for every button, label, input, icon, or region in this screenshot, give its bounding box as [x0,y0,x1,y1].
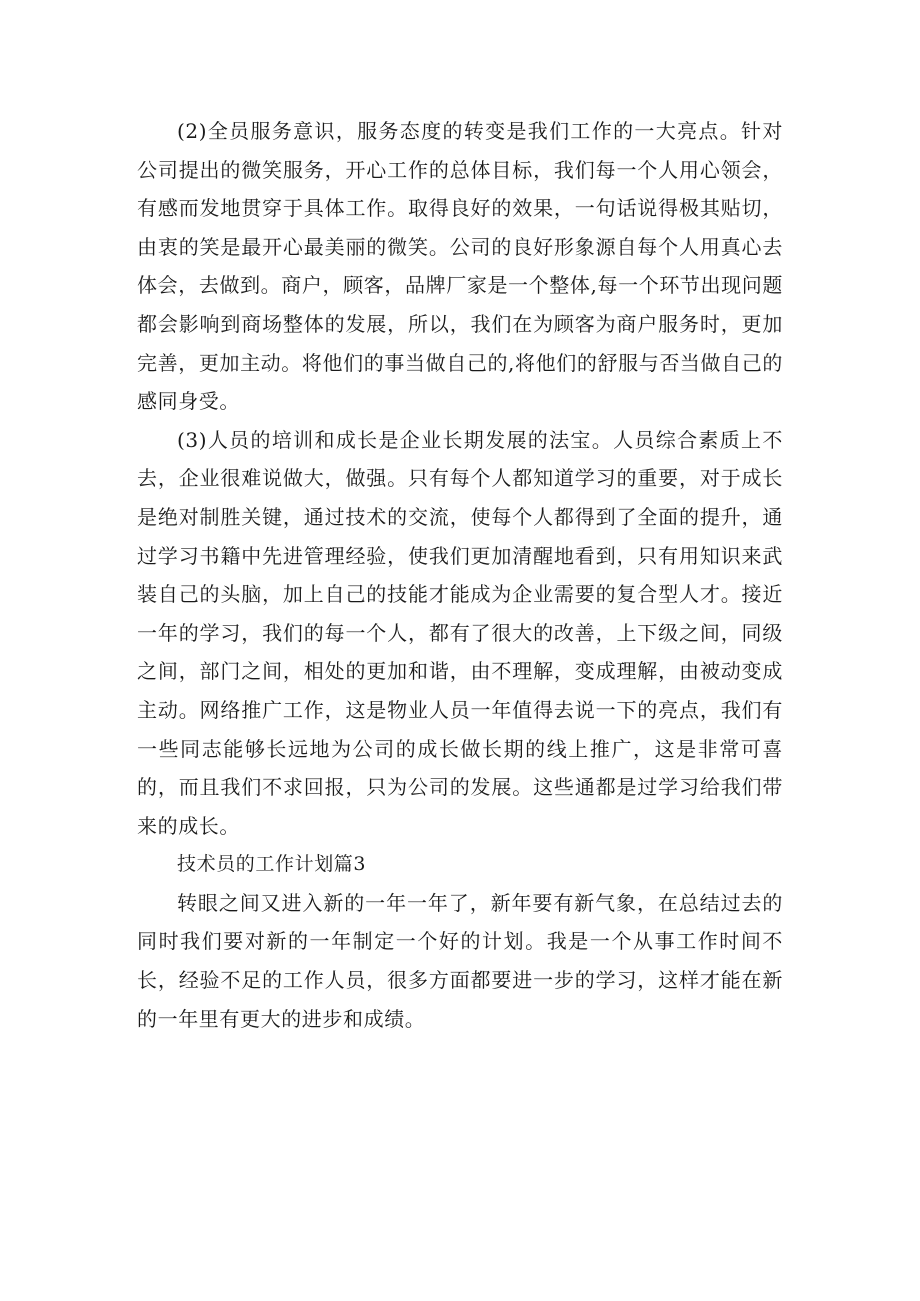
paragraph-service-awareness: (2)全员服务意识，服务态度的转变是我们工作的一大亮点。针对公司提出的微笑服务，开心工作的总体目标，我们每一个人用心领会，有感而发地贯穿于具体工作。取得良好的效果，一句话说得极其贴切，由衷的笑是最开心最美丽的微笑。公司的良好形象源自每个人用真心去体会，去做到。商户，顾客，品牌厂家是一个整体,每一个环节出现问题都会影响到商场整体的发展，所以，我们在为顾客为商户服务时，更加完善，更加主动。将他们的事当做自己的,将他们的舒服与否当做自己的感同身受。 [137,119,783,414]
section-heading: 技术员的工作计划篇3 [177,853,367,876]
paragraph-new-year-plan: 转眼之间又进入新的一年一年了，新年要有新气象，在总结过去的同时我们要对新的一年制定一个好的计划。我是一个从事工作时间不长，经验不足的工作人员，很多方面都要进一步的学习，这样才能在新的一年里有更大的进步和成绩。 [137,890,783,1031]
paragraph-staff-training: (3)人员的培训和成长是企业长期发展的法宝。人员综合素质上不去，企业很难说做大，做强。只有每个人都知道学习的重要，对于成长是绝对制胜关键，通过技术的交流，使每个人都得到了全面的提升，通过学习书籍中先进管理经验，使我们更加清醒地看到，只有用知识来武装自己的头脑，加上自己的技能才能成为企业需要的复合型人才。接近一年的学习，我们的每一个人，都有了很大的改善，上下级之间，同级之间，部门之间，相处的更加和谐，由不理解，变成理解，由被动变成主动。网络推广工作，这是物业人员一年值得去说一下的亮点，我们有一些同志能够长远地为公司的成长做长期的线上推广，这是非常可喜的，而且我们不求回报，只为公司的发展。这些通都是过学习给我们带来的成长。 [137,427,783,838]
document-body [137,112,783,1038]
